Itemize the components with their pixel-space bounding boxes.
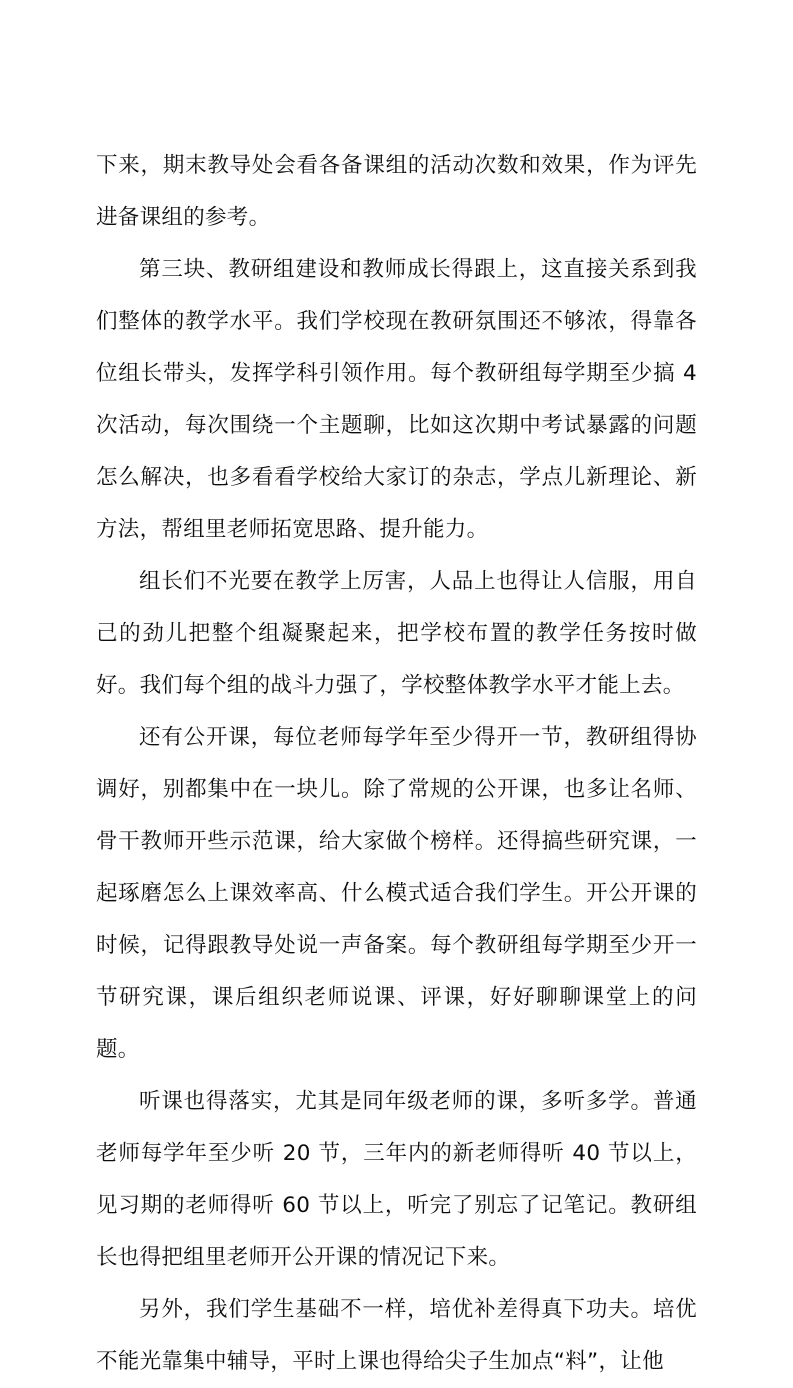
paragraph: 听课也得落实，尤其是同年级老师的课，多听多学。普通老师每学年至少听 20 节，三年内的新老师得听 40 节以上，见习期的老师得听 60 节以上，听完了别忘了记笔记。教研组长也得把组里老师开公开课的情况记下来。 — [96, 1089, 697, 1270]
paragraph: 还有公开课，每位老师每学年至少得开一节，教研组得协调好，别都集中在一块儿。除了常规的公开课，也多让名师、骨干教师开些示范课，给大家做个榜样。还得搞些研究课，一起琢磨怎么上课效率高、什么模式适合我们学生。开公开课的时候，记得跟教导处说一声备案。每个教研组每学期至少开一节研究课，课后组织老师说课、评课，好好聊聊课堂上的问题。 — [96, 725, 697, 1062]
paragraph: 第三块、教研组建设和教师成长得跟上，这直接关系到我们整体的教学水平。我们学校现在教研氛围还不够浓，得靠各位组长带头，发挥学科引领作用。每个教研组每学期至少搞 4 次活动，每次围绕一个主题聊，比如这次期中考试暴露的问题怎么解决，也多看看学校给大家订的杂志，学点儿新理论、新方法，帮组里老师拓宽思路、提升能力。 — [96, 257, 697, 542]
paragraph: 下来，期末教导处会看各备课组的活动次数和效果，作为评先进备课组的参考。 — [96, 153, 697, 230]
document-body — [96, 140, 697, 1388]
paragraph: 组长们不光要在教学上厉害，人品上也得让人信服，用自己的劲儿把整个组凝聚起来，把学校布置的教学任务按时做好。我们每个组的战斗力强了，学校整体教学水平才能上去。 — [96, 569, 697, 698]
paragraph: 另外，我们学生基础不一样，培优补差得真下功夫。培优不能光靠集中辅导，平时上课也得给尖子生加点“料”，让他 — [96, 1297, 697, 1374]
